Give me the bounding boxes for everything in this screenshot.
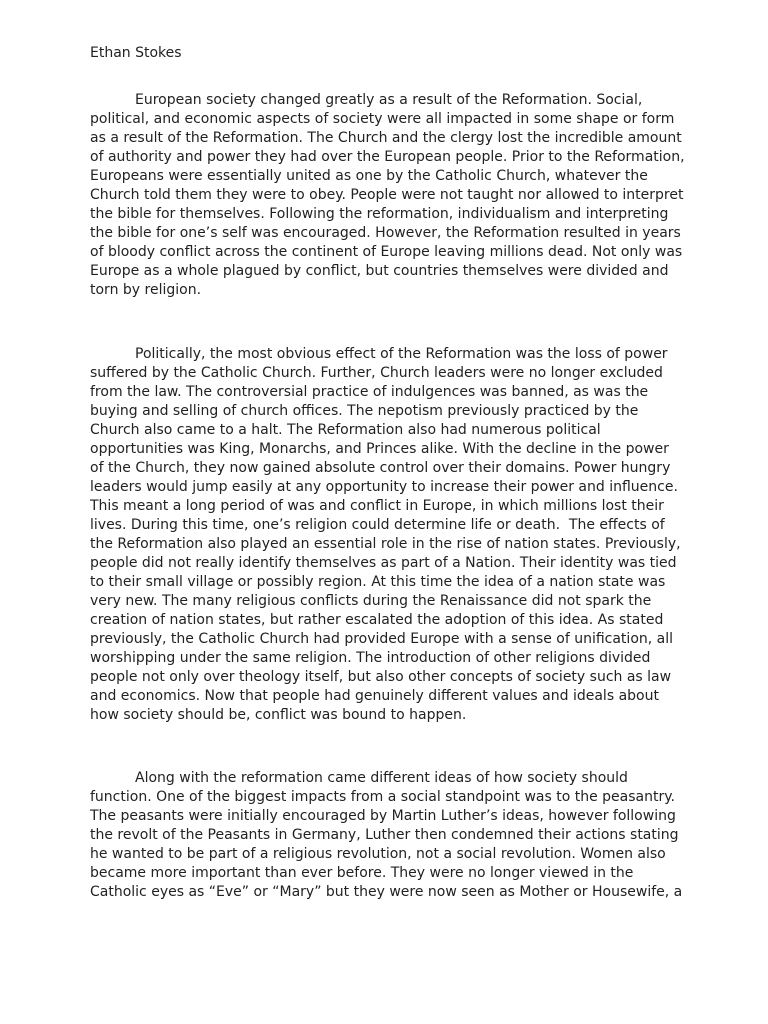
paragraph-line: the bible for one’s self was encouraged. However, the Reformation resulted in years: [90, 225, 681, 241]
paragraph-line: Europe as a whole plagued by conflict, but countries themselves were divided and: [90, 263, 669, 279]
paragraph-line: the revolt of the Peasants in Germany, Luther then condemned their actions stating: [90, 827, 679, 843]
paragraph-line: he wanted to be part of a religious revolution, not a social revolution. Women also: [90, 846, 666, 862]
paragraph-line: creation of nation states, but rather escalated the adoption of this idea. As stated: [90, 612, 664, 628]
paragraph-line: Europeans were essentially united as one by the Catholic Church, whatever the: [90, 168, 648, 184]
paragraph-line: Along with the reformation came different ideas of how society should: [135, 770, 628, 786]
paragraph-line: function. One of the biggest impacts from a social standpoint was to the peasantry.: [90, 789, 675, 805]
paragraph-line: very new. The many religious conflicts during the Renaissance did not spark the: [90, 593, 652, 609]
paragraph-line: people not only over theology itself, but also other concepts of society such as law: [90, 669, 672, 685]
paragraph-line: This meant a long period of was and conflict in Europe, in which millions lost their: [90, 498, 664, 514]
paragraph-line: Politically, the most obvious effect of the Reformation was the loss of power: [135, 346, 668, 362]
author-name: Ethan Stokes: [90, 45, 182, 61]
paragraph-line: people did not really identify themselves as part of a Nation. Their identity was tied: [90, 555, 677, 571]
paragraph-1: [90, 91, 685, 300]
paragraph-line: how society should be, conflict was bound to happen.: [90, 707, 467, 723]
paragraph-line: previously, the Catholic Church had provided Europe with a sense of unification, all: [90, 631, 674, 647]
paragraph-2: [90, 345, 681, 725]
paragraph-line: leaders would jump easily at any opportunity to increase their power and influence.: [90, 479, 678, 495]
paragraph-line: Church also came to a halt. The Reformation also had numerous political: [90, 422, 601, 438]
paragraph-line: as a result of the Reformation. The Church and the clergy lost the incredible amount: [90, 130, 682, 146]
paragraph-line: of authority and power they had over the European people. Prior to the Reformation,: [90, 149, 685, 165]
paragraph-line: The peasants were initially encouraged by Martin Luther’s ideas, however following: [90, 808, 676, 824]
paragraph-line: and economics. Now that people had genuinely different values and ideals about: [90, 688, 659, 704]
paragraph-line: European society changed greatly as a result of the Reformation. Social,: [135, 92, 643, 108]
paragraph-line: worshipping under the same religion. The introduction of other religions divided: [90, 650, 651, 666]
paragraph-line: to their small village or possibly region. At this time the idea of a nation state was: [90, 574, 666, 590]
paragraph-line: of the Church, they now gained absolute control over their domains. Power hungry: [90, 460, 671, 476]
paragraph-line: the Reformation also played an essential role in the rise of nation states. Previously,: [90, 536, 681, 552]
paragraph-3: [90, 769, 683, 902]
paragraph-line: Catholic eyes as “Eve” or “Mary” but they were now seen as Mother or Housewife, a: [90, 884, 683, 900]
paragraph-line: political, and economic aspects of society were all impacted in some shape or form: [90, 111, 675, 127]
paragraph-line: opportunities was King, Monarchs, and Princes alike. With the decline in the power: [90, 441, 669, 457]
paragraph-line: Church told them they were to obey. People were not taught nor allowed to interpret: [90, 187, 684, 203]
paragraph-line: became more important than ever before. They were no longer viewed in the: [90, 865, 634, 881]
paragraph-line: the bible for themselves. Following the reformation, individualism and interpreting: [90, 206, 669, 222]
paragraph-line: buying and selling of church offices. The nepotism previously practiced by the: [90, 403, 639, 419]
paragraph-line: from the law. The controversial practice of indulgences was banned, as was the: [90, 384, 649, 400]
paragraph-line: of bloody conflict across the continent of Europe leaving millions dead. Not only was: [90, 244, 683, 260]
paragraph-line: torn by religion.: [90, 282, 202, 298]
paragraph-line: suffered by the Catholic Church. Further, Church leaders were no longer excluded: [90, 365, 663, 381]
paragraph-line: lives. During this time, one’s religion could determine life or death. The effects of: [90, 517, 665, 533]
